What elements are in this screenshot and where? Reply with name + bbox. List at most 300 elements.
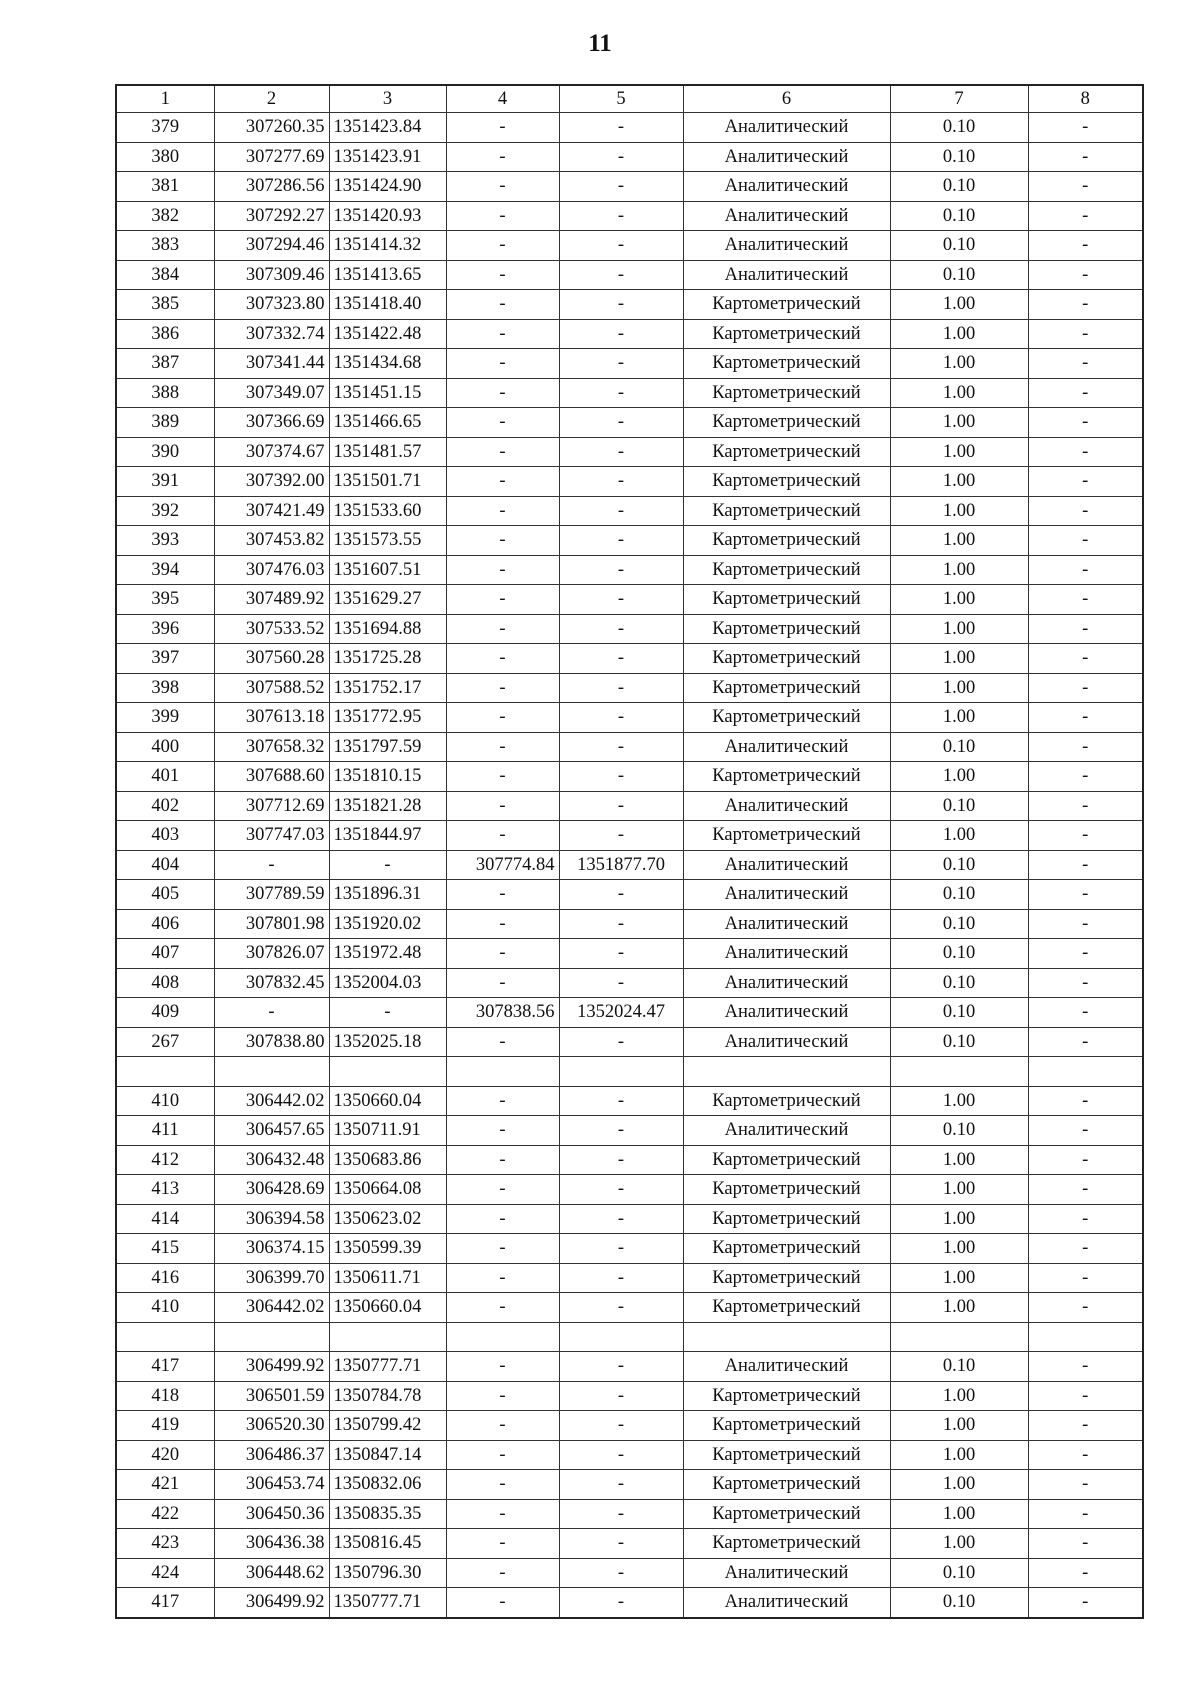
method-cell: Аналитический [683, 201, 890, 231]
accuracy-cell: 1.00 [890, 290, 1028, 320]
x-coordinate-cell: 307688.60 [214, 762, 329, 792]
accuracy-cell: 0.10 [890, 909, 1028, 939]
table-row [116, 939, 1143, 969]
accuracy-cell: 1.00 [890, 1381, 1028, 1411]
accuracy-cell [890, 1057, 1028, 1087]
point-number-cell: 396 [116, 614, 214, 644]
description-cell: - [1028, 408, 1143, 438]
y-coordinate-cell: 1351752.17 [329, 673, 446, 703]
point-number-cell: 391 [116, 467, 214, 497]
x-alt-coordinate-cell: - [446, 437, 559, 467]
y-alt-coordinate-cell: - [559, 939, 683, 969]
table-row [116, 408, 1143, 438]
y-coordinate-cell: 1350664.08 [329, 1175, 446, 1205]
x-coordinate-cell: 307453.82 [214, 526, 329, 556]
y-alt-coordinate-cell: - [559, 1499, 683, 1529]
accuracy-cell: 1.00 [890, 1470, 1028, 1500]
x-alt-coordinate-cell: - [446, 1145, 559, 1175]
table-row [116, 1499, 1143, 1529]
point-number-cell: 420 [116, 1440, 214, 1470]
point-number-cell: 404 [116, 850, 214, 880]
accuracy-cell: 1.00 [890, 437, 1028, 467]
accuracy-cell: 0.10 [890, 172, 1028, 202]
x-alt-coordinate-cell: - [446, 703, 559, 733]
description-cell: - [1028, 349, 1143, 379]
x-coordinate-cell: 306399.70 [214, 1263, 329, 1293]
table-row [116, 319, 1143, 349]
table-row [116, 496, 1143, 526]
x-coordinate-cell: 307613.18 [214, 703, 329, 733]
x-alt-coordinate-cell: - [446, 349, 559, 379]
x-coordinate-cell: 307489.92 [214, 585, 329, 615]
y-alt-coordinate-cell: - [559, 1263, 683, 1293]
method-cell: Картометрический [683, 408, 890, 438]
y-alt-coordinate-cell: - [559, 526, 683, 556]
table-row [116, 467, 1143, 497]
method-cell: Картометрический [683, 1440, 890, 1470]
y-alt-coordinate-cell: - [559, 762, 683, 792]
y-coordinate-cell: 1350799.42 [329, 1411, 446, 1441]
y-alt-coordinate-cell: - [559, 1086, 683, 1116]
y-coordinate-cell: 1351423.84 [329, 113, 446, 143]
column-header: 1 [116, 85, 214, 113]
description-cell: - [1028, 496, 1143, 526]
y-coordinate-cell: 1351414.32 [329, 231, 446, 261]
y-alt-coordinate-cell: - [559, 290, 683, 320]
description-cell: - [1028, 113, 1143, 143]
table-row [116, 585, 1143, 615]
accuracy-cell: 0.10 [890, 1027, 1028, 1057]
y-coordinate-cell: 1352025.18 [329, 1027, 446, 1057]
point-number-cell: 410 [116, 1293, 214, 1323]
x-alt-coordinate-cell: - [446, 1234, 559, 1264]
point-number-cell: 399 [116, 703, 214, 733]
page-number: 11 [588, 30, 612, 57]
method-cell: Картометрический [683, 762, 890, 792]
y-alt-coordinate-cell: - [559, 1175, 683, 1205]
x-alt-coordinate-cell: - [446, 496, 559, 526]
x-alt-coordinate-cell: - [446, 231, 559, 261]
description-cell: - [1028, 1175, 1143, 1205]
y-alt-coordinate-cell: - [559, 1293, 683, 1323]
y-coordinate-cell: 1350784.78 [329, 1381, 446, 1411]
x-alt-coordinate-cell: - [446, 526, 559, 556]
method-cell [683, 1322, 890, 1352]
x-alt-coordinate-cell: - [446, 1411, 559, 1441]
method-cell: Картометрический [683, 1411, 890, 1441]
description-cell: - [1028, 1529, 1143, 1559]
y-alt-coordinate-cell: - [559, 644, 683, 674]
y-alt-coordinate-cell: - [559, 791, 683, 821]
method-cell: Аналитический [683, 1588, 890, 1618]
y-coordinate-cell [329, 1322, 446, 1352]
y-alt-coordinate-cell: - [559, 467, 683, 497]
method-cell: Аналитический [683, 1352, 890, 1382]
table-row [116, 1440, 1143, 1470]
x-alt-coordinate-cell: - [446, 290, 559, 320]
x-alt-coordinate-cell: - [446, 1293, 559, 1323]
x-alt-coordinate-cell: 307774.84 [446, 850, 559, 880]
point-number-cell: 383 [116, 231, 214, 261]
x-coordinate-cell: 307658.32 [214, 732, 329, 762]
y-alt-coordinate-cell: - [559, 1027, 683, 1057]
point-number-cell: 403 [116, 821, 214, 851]
method-cell: Аналитический [683, 909, 890, 939]
point-number-cell: 421 [116, 1470, 214, 1500]
method-cell: Аналитический [683, 968, 890, 998]
x-coordinate-cell [214, 1322, 329, 1352]
description-cell: - [1028, 1145, 1143, 1175]
y-alt-coordinate-cell: - [559, 821, 683, 851]
y-alt-coordinate-cell: - [559, 172, 683, 202]
y-alt-coordinate-cell: - [559, 1470, 683, 1500]
method-cell: Картометрический [683, 378, 890, 408]
x-coordinate-cell: 306499.92 [214, 1352, 329, 1382]
table-row [116, 732, 1143, 762]
point-number-cell: 380 [116, 142, 214, 172]
y-coordinate-cell: 1351607.51 [329, 555, 446, 585]
description-cell: - [1028, 1234, 1143, 1264]
x-coordinate-cell: 307801.98 [214, 909, 329, 939]
x-coordinate-cell: 307277.69 [214, 142, 329, 172]
y-alt-coordinate-cell: - [559, 113, 683, 143]
table-row [116, 703, 1143, 733]
description-cell: - [1028, 585, 1143, 615]
y-alt-coordinate-cell: - [559, 1352, 683, 1382]
y-coordinate-cell: 1350623.02 [329, 1204, 446, 1234]
table-row [116, 555, 1143, 585]
table-row [116, 349, 1143, 379]
accuracy-cell: 1.00 [890, 319, 1028, 349]
y-coordinate-cell: 1351844.97 [329, 821, 446, 851]
method-cell: Картометрический [683, 349, 890, 379]
y-coordinate-cell: 1350660.04 [329, 1293, 446, 1323]
table-body [116, 113, 1143, 1618]
x-coordinate-cell: 307832.45 [214, 968, 329, 998]
accuracy-cell: 0.10 [890, 939, 1028, 969]
table-row [116, 1588, 1143, 1618]
accuracy-cell: 1.00 [890, 1263, 1028, 1293]
x-alt-coordinate-cell: - [446, 644, 559, 674]
method-cell: Картометрический [683, 526, 890, 556]
y-coordinate-cell: 1351420.93 [329, 201, 446, 231]
y-coordinate-cell: 1351418.40 [329, 290, 446, 320]
x-alt-coordinate-cell: - [446, 172, 559, 202]
x-coordinate-cell: 307826.07 [214, 939, 329, 969]
table-row [116, 1293, 1143, 1323]
description-cell: - [1028, 378, 1143, 408]
accuracy-cell: 0.10 [890, 880, 1028, 910]
y-coordinate-cell: 1351821.28 [329, 791, 446, 821]
coordinates-table [115, 84, 1144, 1619]
accuracy-cell: 1.00 [890, 1145, 1028, 1175]
table-row [116, 260, 1143, 290]
y-coordinate-cell: 1351424.90 [329, 172, 446, 202]
accuracy-cell: 0.10 [890, 1558, 1028, 1588]
y-alt-coordinate-cell: - [559, 201, 683, 231]
y-coordinate-cell: 1351501.71 [329, 467, 446, 497]
accuracy-cell: 1.00 [890, 614, 1028, 644]
x-coordinate-cell: 306450.36 [214, 1499, 329, 1529]
x-alt-coordinate-cell: - [446, 1027, 559, 1057]
y-alt-coordinate-cell: - [559, 408, 683, 438]
point-number-cell: 423 [116, 1529, 214, 1559]
y-alt-coordinate-cell: - [559, 260, 683, 290]
point-number-cell: 382 [116, 201, 214, 231]
x-coordinate-cell: 307332.74 [214, 319, 329, 349]
point-number-cell: 411 [116, 1116, 214, 1146]
y-alt-coordinate-cell: - [559, 732, 683, 762]
x-coordinate-cell: 306442.02 [214, 1086, 329, 1116]
y-coordinate-cell: 1350611.71 [329, 1263, 446, 1293]
description-cell: - [1028, 1263, 1143, 1293]
point-number-cell: 267 [116, 1027, 214, 1057]
table-row [116, 437, 1143, 467]
y-coordinate-cell: 1351725.28 [329, 644, 446, 674]
table-row [116, 526, 1143, 556]
y-alt-coordinate-cell: - [559, 673, 683, 703]
point-number-cell: 418 [116, 1381, 214, 1411]
point-number-cell: 410 [116, 1086, 214, 1116]
y-coordinate-cell: 1351972.48 [329, 939, 446, 969]
method-cell: Аналитический [683, 231, 890, 261]
method-cell: Аналитический [683, 998, 890, 1028]
description-cell: - [1028, 998, 1143, 1028]
description-cell: - [1028, 732, 1143, 762]
x-alt-coordinate-cell: - [446, 201, 559, 231]
y-coordinate-cell: 1350835.35 [329, 1499, 446, 1529]
accuracy-cell: 1.00 [890, 1234, 1028, 1264]
y-alt-coordinate-cell: - [559, 1145, 683, 1175]
x-alt-coordinate-cell: - [446, 113, 559, 143]
x-coordinate-cell: 306436.38 [214, 1529, 329, 1559]
accuracy-cell: 0.10 [890, 850, 1028, 880]
x-coordinate-cell: - [214, 998, 329, 1028]
x-alt-coordinate-cell: - [446, 968, 559, 998]
accuracy-cell: 1.00 [890, 378, 1028, 408]
y-coordinate-cell: 1351413.65 [329, 260, 446, 290]
point-number-cell: 417 [116, 1588, 214, 1618]
x-alt-coordinate-cell: - [446, 1588, 559, 1618]
x-coordinate-cell: 306394.58 [214, 1204, 329, 1234]
table-row [116, 614, 1143, 644]
y-alt-coordinate-cell: - [559, 437, 683, 467]
point-number-cell: 393 [116, 526, 214, 556]
accuracy-cell: 1.00 [890, 585, 1028, 615]
y-coordinate-cell: - [329, 850, 446, 880]
table-row [116, 673, 1143, 703]
method-cell: Картометрический [683, 644, 890, 674]
accuracy-cell: 0.10 [890, 1588, 1028, 1618]
method-cell: Картометрический [683, 319, 890, 349]
description-cell: - [1028, 260, 1143, 290]
table-row [116, 880, 1143, 910]
y-coordinate-cell: 1351920.02 [329, 909, 446, 939]
column-header: 5 [559, 85, 683, 113]
column-header: 6 [683, 85, 890, 113]
point-number-cell [116, 1057, 214, 1087]
table-row [116, 1470, 1143, 1500]
x-coordinate-cell: 307789.59 [214, 880, 329, 910]
method-cell: Картометрический [683, 1263, 890, 1293]
point-number-cell: 416 [116, 1263, 214, 1293]
table-row [116, 1352, 1143, 1382]
y-alt-coordinate-cell: - [559, 1558, 683, 1588]
description-cell: - [1028, 437, 1143, 467]
table-row [116, 909, 1143, 939]
accuracy-cell: 0.10 [890, 113, 1028, 143]
y-alt-coordinate-cell: - [559, 349, 683, 379]
description-cell: - [1028, 703, 1143, 733]
table-row [116, 231, 1143, 261]
table-row [116, 1322, 1143, 1352]
x-coordinate-cell: 307533.52 [214, 614, 329, 644]
x-alt-coordinate-cell: - [446, 1499, 559, 1529]
point-number-cell: 414 [116, 1204, 214, 1234]
point-number-cell: 406 [116, 909, 214, 939]
x-alt-coordinate-cell: - [446, 585, 559, 615]
y-alt-coordinate-cell: - [559, 1440, 683, 1470]
table-row [116, 1411, 1143, 1441]
description-cell: - [1028, 290, 1143, 320]
x-coordinate-cell: 307421.49 [214, 496, 329, 526]
description-cell: - [1028, 1027, 1143, 1057]
y-coordinate-cell: 1350832.06 [329, 1470, 446, 1500]
method-cell: Аналитический [683, 791, 890, 821]
x-alt-coordinate-cell: - [446, 673, 559, 703]
accuracy-cell: 0.10 [890, 260, 1028, 290]
table-row [116, 1381, 1143, 1411]
column-header: 4 [446, 85, 559, 113]
method-cell: Картометрический [683, 703, 890, 733]
point-number-cell: 407 [116, 939, 214, 969]
x-coordinate-cell: 306453.74 [214, 1470, 329, 1500]
point-number-cell: 402 [116, 791, 214, 821]
y-coordinate-cell: 1351466.65 [329, 408, 446, 438]
x-alt-coordinate-cell: 307838.56 [446, 998, 559, 1028]
y-alt-coordinate-cell: - [559, 142, 683, 172]
y-alt-coordinate-cell: - [559, 1411, 683, 1441]
method-cell: Аналитический [683, 732, 890, 762]
description-cell: - [1028, 467, 1143, 497]
table-row [116, 1529, 1143, 1559]
method-cell: Аналитический [683, 1116, 890, 1146]
description-cell [1028, 1057, 1143, 1087]
x-coordinate-cell: 307560.28 [214, 644, 329, 674]
point-number-cell: 379 [116, 113, 214, 143]
point-number-cell: 381 [116, 172, 214, 202]
x-alt-coordinate-cell: - [446, 880, 559, 910]
description-cell: - [1028, 1440, 1143, 1470]
x-alt-coordinate-cell [446, 1322, 559, 1352]
description-cell: - [1028, 1293, 1143, 1323]
method-cell: Аналитический [683, 1027, 890, 1057]
x-alt-coordinate-cell: - [446, 939, 559, 969]
x-alt-coordinate-cell: - [446, 408, 559, 438]
y-alt-coordinate-cell: 1352024.47 [559, 998, 683, 1028]
table-header-row [116, 85, 1143, 113]
method-cell: Картометрический [683, 821, 890, 851]
x-alt-coordinate-cell: - [446, 1175, 559, 1205]
y-alt-coordinate-cell: - [559, 585, 683, 615]
accuracy-cell: 1.00 [890, 644, 1028, 674]
x-coordinate-cell: 307349.07 [214, 378, 329, 408]
method-cell: Аналитический [683, 1558, 890, 1588]
accuracy-cell: 1.00 [890, 1529, 1028, 1559]
point-number-cell: 385 [116, 290, 214, 320]
point-number-cell: 388 [116, 378, 214, 408]
accuracy-cell: 1.00 [890, 821, 1028, 851]
description-cell: - [1028, 880, 1143, 910]
method-cell: Картометрический [683, 585, 890, 615]
method-cell: Аналитический [683, 260, 890, 290]
y-coordinate-cell [329, 1057, 446, 1087]
y-alt-coordinate-cell: - [559, 1588, 683, 1618]
y-alt-coordinate-cell: - [559, 909, 683, 939]
description-cell: - [1028, 968, 1143, 998]
method-cell: Аналитический [683, 850, 890, 880]
y-coordinate-cell: 1351481.57 [329, 437, 446, 467]
x-coordinate-cell: 307292.27 [214, 201, 329, 231]
y-coordinate-cell: 1351423.91 [329, 142, 446, 172]
y-coordinate-cell: 1350777.71 [329, 1352, 446, 1382]
y-alt-coordinate-cell: - [559, 1204, 683, 1234]
x-alt-coordinate-cell: - [446, 821, 559, 851]
table-row [116, 201, 1143, 231]
method-cell: Картометрический [683, 1381, 890, 1411]
x-alt-coordinate-cell: - [446, 732, 559, 762]
point-number-cell: 395 [116, 585, 214, 615]
x-alt-coordinate-cell [446, 1057, 559, 1087]
table-row [116, 998, 1143, 1028]
method-cell [683, 1057, 890, 1087]
x-coordinate-cell: 307747.03 [214, 821, 329, 851]
y-alt-coordinate-cell: - [559, 1234, 683, 1264]
x-coordinate-cell: 307260.35 [214, 113, 329, 143]
x-coordinate-cell: 306501.59 [214, 1381, 329, 1411]
accuracy-cell: 1.00 [890, 1440, 1028, 1470]
table-row [116, 1086, 1143, 1116]
method-cell: Картометрический [683, 437, 890, 467]
y-alt-coordinate-cell: - [559, 968, 683, 998]
table-row [116, 1175, 1143, 1205]
point-number-cell: 412 [116, 1145, 214, 1175]
y-coordinate-cell: 1351896.31 [329, 880, 446, 910]
y-coordinate-cell: 1351434.68 [329, 349, 446, 379]
y-coordinate-cell: 1351810.15 [329, 762, 446, 792]
y-coordinate-cell: 1351533.60 [329, 496, 446, 526]
description-cell [1028, 1322, 1143, 1352]
x-coordinate-cell: 306442.02 [214, 1293, 329, 1323]
description-cell: - [1028, 526, 1143, 556]
description-cell: - [1028, 1558, 1143, 1588]
y-alt-coordinate-cell: - [559, 1381, 683, 1411]
x-alt-coordinate-cell: - [446, 1086, 559, 1116]
table-row [116, 142, 1143, 172]
y-alt-coordinate-cell: - [559, 1529, 683, 1559]
x-coordinate-cell: - [214, 850, 329, 880]
accuracy-cell: 0.10 [890, 791, 1028, 821]
point-number-cell: 390 [116, 437, 214, 467]
y-coordinate-cell: 1351772.95 [329, 703, 446, 733]
x-alt-coordinate-cell: - [446, 762, 559, 792]
point-number-cell: 400 [116, 732, 214, 762]
y-alt-coordinate-cell: - [559, 880, 683, 910]
x-alt-coordinate-cell: - [446, 1352, 559, 1382]
description-cell: - [1028, 555, 1143, 585]
method-cell: Аналитический [683, 142, 890, 172]
description-cell: - [1028, 673, 1143, 703]
